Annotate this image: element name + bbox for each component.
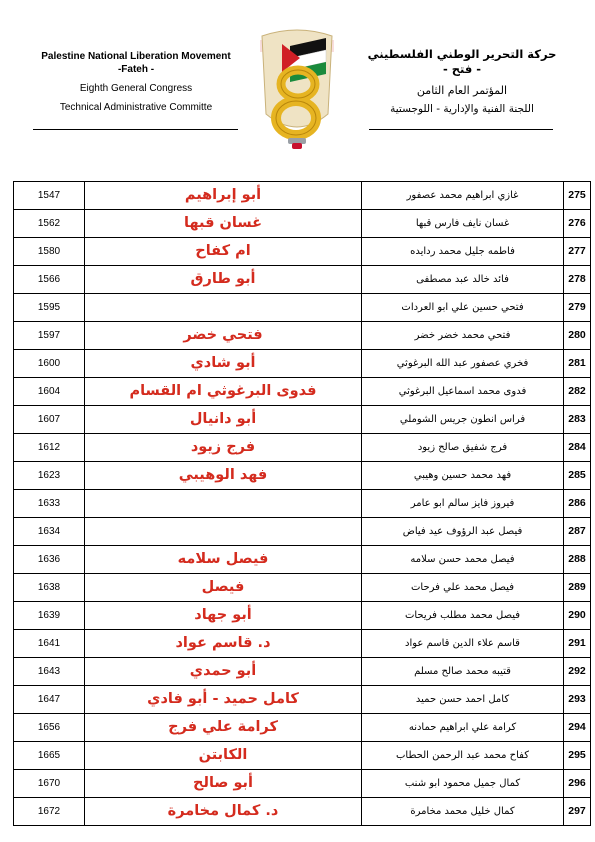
english-letterhead: [30, 50, 242, 115]
full-name-cell: فيروز فايز سالم ابو عامر: [362, 490, 564, 517]
nickname-cell: أبو إبراهيم: [85, 182, 362, 209]
full-name-cell: غازي ابراهيم محمد عصفور: [362, 182, 564, 209]
member-code-cell: 1566: [14, 266, 85, 293]
table-row: [14, 209, 590, 237]
table-row: [14, 713, 590, 741]
nickname-cell: أبو حمدي: [85, 658, 362, 685]
row-number-cell: 282: [568, 385, 586, 397]
member-code-cell: 1641: [14, 630, 85, 657]
nickname-cell: كرامة علي فرج: [85, 714, 362, 741]
row-number-cell: 292: [568, 665, 586, 677]
member-code-cell: 1639: [14, 602, 85, 629]
member-code-cell: 1647: [14, 686, 85, 713]
nickname-cell: أبو جهاد: [85, 602, 362, 629]
org-name-ar: حركة التحرير الوطني الفلسطيني: [367, 47, 557, 61]
member-code-cell: 1562: [14, 210, 85, 237]
table-row: [14, 433, 590, 461]
header-rule-left: [33, 129, 238, 130]
full-name-cell: فدوى محمد اسماعيل البرغوثي: [362, 378, 564, 405]
table-row: [14, 349, 590, 377]
row-number-cell: 290: [568, 609, 586, 621]
full-name-cell: كفاح محمد عبد الرحمن الحطاب: [362, 742, 564, 769]
row-number-cell: 288: [568, 553, 586, 565]
member-code-cell: 1612: [14, 434, 85, 461]
org-short-en: -Fateh -: [117, 64, 155, 75]
full-name-cell: فيصل محمد حسن سلامه: [362, 546, 564, 573]
table-row: [14, 321, 590, 349]
table-row: [14, 629, 590, 657]
member-code-cell: 1597: [14, 322, 85, 349]
committee-name-ar: اللجنة الفنية والإدارية - اللوجستية: [390, 103, 534, 115]
fateh-congress-logo-icon: [242, 22, 352, 152]
member-code-cell: 1636: [14, 546, 85, 573]
full-name-cell: قتيبه محمد صالح مسلم: [362, 658, 564, 685]
nickname-cell: الكابتن: [85, 742, 362, 769]
row-number-cell: 285: [568, 469, 586, 481]
table-row: [14, 377, 590, 405]
full-name-cell: كامل احمد حسن حميد: [362, 686, 564, 713]
nickname-cell: [85, 294, 362, 321]
full-name-cell: فرج شفيق صالح زيود: [362, 434, 564, 461]
member-code-cell: 1633: [14, 490, 85, 517]
row-number-cell: 289: [568, 581, 586, 593]
table-row: [14, 741, 590, 769]
nickname-cell: [85, 490, 362, 517]
row-number-cell: 295: [568, 749, 586, 761]
nickname-cell: د. كمال مخامرة: [85, 798, 362, 825]
nickname-cell: ام كفاح: [85, 238, 362, 265]
table-row: [14, 797, 590, 825]
org-short-ar: - فتح -: [442, 62, 482, 76]
full-name-cell: فتحي محمد خضر خضر: [362, 322, 564, 349]
nickname-cell: فيصل سلامه: [85, 546, 362, 573]
full-name-cell: فهد محمد حسين وهيبي: [362, 462, 564, 489]
row-number-cell: 284: [568, 441, 586, 453]
row-number-cell: 279: [568, 301, 586, 313]
full-name-cell: فخري عصفور عبد الله البرغوثي: [362, 350, 564, 377]
member-code-cell: 1607: [14, 406, 85, 433]
member-code-cell: 1595: [14, 294, 85, 321]
row-number-cell: 283: [568, 413, 586, 425]
full-name-cell: كمال جميل محمود ابو شنب: [362, 770, 564, 797]
nickname-cell: [85, 518, 362, 545]
full-name-cell: فيصل محمد مطلب فريحات: [362, 602, 564, 629]
arabic-letterhead: [362, 46, 562, 117]
row-number-cell: 296: [568, 777, 586, 789]
member-code-cell: 1670: [14, 770, 85, 797]
table-row: [14, 517, 590, 545]
full-name-cell: فائد خالد عبد مصطفى: [362, 266, 564, 293]
table-row: [14, 461, 590, 489]
table-row: [14, 237, 590, 265]
full-name-cell: كرامة علي ابراهيم حمادنه: [362, 714, 564, 741]
committee-name-en: Technical Administrative Committe: [59, 102, 213, 113]
nickname-cell: فهد الوهيبي: [85, 462, 362, 489]
table-row: [14, 657, 590, 685]
member-code-cell: 1580: [14, 238, 85, 265]
nickname-cell: كامل حميد - أبو فادي: [85, 686, 362, 713]
full-name-cell: فتحي حسين علي ابو العردات: [362, 294, 564, 321]
table-row: [14, 685, 590, 713]
member-code-cell: 1638: [14, 574, 85, 601]
table-row: [14, 489, 590, 517]
row-number-cell: 281: [568, 357, 586, 369]
full-name-cell: غسان نايف فارس قبها: [362, 210, 564, 237]
member-code-cell: 1665: [14, 742, 85, 769]
row-number-cell: 293: [568, 693, 586, 705]
row-number-cell: 280: [568, 329, 586, 341]
member-code-cell: 1672: [14, 798, 85, 825]
nickname-cell: أبو صالح: [85, 770, 362, 797]
members-table: [13, 181, 591, 826]
full-name-cell: قاسم علاء الدين قاسم عواد: [362, 630, 564, 657]
row-number-cell: 297: [568, 805, 586, 817]
row-number-cell: 287: [568, 525, 586, 537]
member-code-cell: 1656: [14, 714, 85, 741]
table-row: [14, 601, 590, 629]
table-row: [14, 265, 590, 293]
table-row: [14, 293, 590, 321]
nickname-cell: فرج زيود: [85, 434, 362, 461]
table-row: [14, 181, 590, 209]
org-name-en: Palestine National Liberation Movement: [41, 51, 231, 62]
nickname-cell: د. قاسم عواد: [85, 630, 362, 657]
table-row: [14, 769, 590, 797]
row-number-cell: 291: [568, 637, 586, 649]
nickname-cell: فدوى البرغوثي ام القسام: [85, 378, 362, 405]
member-code-cell: 1604: [14, 378, 85, 405]
table-row: [14, 405, 590, 433]
header-rule-right: [369, 129, 553, 130]
table-row: [14, 545, 590, 573]
full-name-cell: كمال خليل محمد مخامرة: [362, 798, 564, 825]
nickname-cell: أبو طارق: [85, 266, 362, 293]
full-name-cell: فيصل عبد الرؤوف عيد فياض: [362, 518, 564, 545]
full-name-cell: فاطمه جليل محمد ردايده: [362, 238, 564, 265]
full-name-cell: فراس انطون جريس الشوملي: [362, 406, 564, 433]
full-name-cell: فيصل محمد علي فرحات: [362, 574, 564, 601]
row-number-cell: 275: [568, 189, 586, 201]
nickname-cell: أبو شادي: [85, 350, 362, 377]
row-number-cell: 278: [568, 273, 586, 285]
member-code-cell: 1623: [14, 462, 85, 489]
nickname-cell: فتحي خضر: [85, 322, 362, 349]
row-number-cell: 277: [568, 245, 586, 257]
row-number-cell: 294: [568, 721, 586, 733]
row-number-cell: 286: [568, 497, 586, 509]
member-code-cell: 1643: [14, 658, 85, 685]
table-row: [14, 573, 590, 601]
congress-name-ar: المؤتمر العام الثامن: [416, 84, 508, 97]
page-header: [0, 0, 595, 170]
row-number-cell: 276: [568, 217, 586, 229]
nickname-cell: غسان قبها: [85, 210, 362, 237]
nickname-cell: أبو دانيال: [85, 406, 362, 433]
member-code-cell: 1547: [14, 182, 85, 209]
member-code-cell: 1600: [14, 350, 85, 377]
nickname-cell: فيصل: [85, 574, 362, 601]
member-code-cell: 1634: [14, 518, 85, 545]
congress-name-en: Eighth General Congress: [79, 83, 193, 94]
